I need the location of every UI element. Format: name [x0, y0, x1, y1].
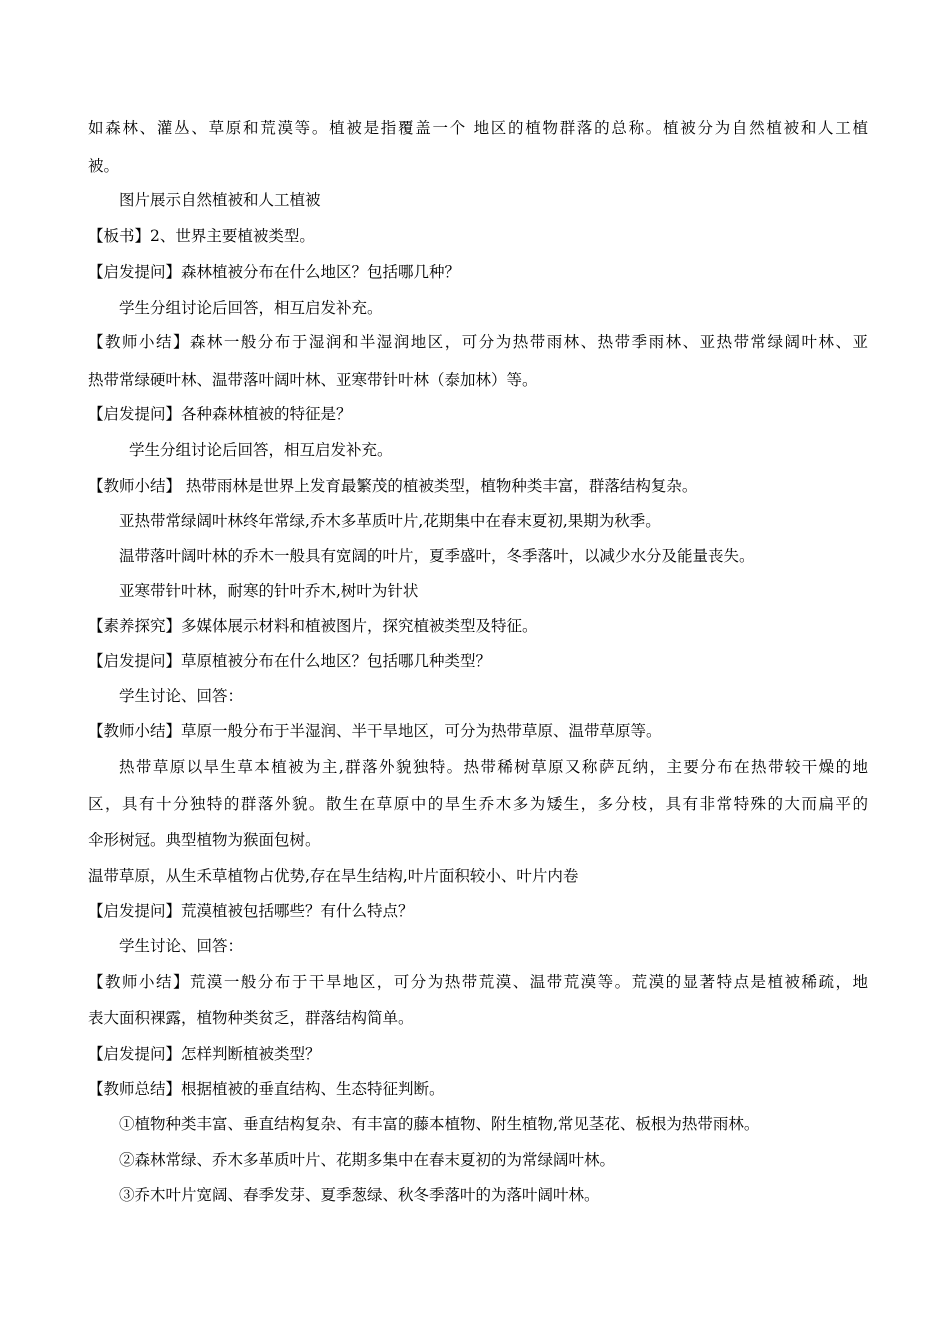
text-line: 如森林、灌丛、草原和荒漠等。植被是指覆盖一个 地区的植物群落的总称。植被分为自然植被和人工植	[88, 119, 868, 137]
text-line: 图片展示自然植被和人工植被	[119, 191, 321, 209]
text-line: 学生分组讨论后回答，相互启发补充。	[119, 299, 383, 317]
text-line: 热带草原以旱生草本植被为主,群落外貌独特。热带稀树草原又称萨瓦纳，主要分布在热带较干燥的地	[119, 758, 868, 776]
text-line: 【启发提问】草原植被分布在什么地区？包括哪几种类型？	[88, 652, 492, 670]
text-line: 表大面积裸露，植物种类贫乏，群落结构简单。	[88, 1009, 414, 1027]
text-line: ③乔木叶片宽阔、春季发芽、夏季葱绿、秋冬季落叶的为落叶阔叶林。	[119, 1186, 600, 1204]
text-line: 温带草原，从生禾草植物占优势,存在旱生结构,叶片面积较小、叶片内卷	[88, 867, 579, 885]
text-line: ②森林常绿、乔木多革质叶片、花期多集中在春末夏初的为常绿阔叶林。	[119, 1151, 616, 1169]
text-line: 区，具有十分独特的群落外貌。散生在草原中的旱生乔木多为矮生，多分枝，具有非常特殊的大而扁平的	[88, 795, 868, 813]
text-line: 【教师小结】 热带雨林是世界上发育最繁茂的植被类型，植物种类丰富，群落结构复杂。	[88, 477, 698, 495]
text-line: 【启发提问】森林植被分布在什么地区？包括哪几种？	[88, 263, 461, 281]
text-line: 【教师小结】草原一般分布于半湿润、半干旱地区，可分为热带草原、温带草原等。	[88, 722, 662, 740]
text-line: 【教师总结】根据植被的垂直结构、生态特征判断。	[88, 1080, 445, 1098]
text-line: 学生讨论、回答：	[119, 687, 244, 705]
text-line: 被。	[88, 157, 120, 175]
text-line: 【教师小结】森林一般分布于湿润和半湿润地区，可分为热带雨林、热带季雨林、亚热带常绿阔叶林、亚	[88, 333, 868, 351]
text-line: 学生讨论、回答：	[119, 937, 244, 955]
text-line: ①植物种类丰富、垂直结构复杂、有丰富的藤本植物、附生植物,常见茎花、板根为热带雨林。	[119, 1115, 760, 1133]
text-line: 【素养探究】多媒体展示材料和植被图片，探究植被类型及特征。	[88, 617, 538, 635]
text-line: 【启发提问】各种森林植被的特征是？	[88, 405, 352, 423]
text-line: 亚热带常绿阔叶林终年常绿,乔木多革质叶片,花期集中在春末夏初,果期为秋季。	[119, 512, 661, 530]
text-line: 伞形树冠。典型植物为猴面包树。	[88, 831, 321, 849]
text-line: 热带常绿硬叶林、温带落叶阔叶林、亚寒带针叶林（泰加林）等。	[88, 371, 538, 389]
text-line: 亚寒带针叶林，耐寒的针叶乔木,树叶为针状	[119, 582, 419, 600]
text-line: 【教师小结】荒漠一般分布于干旱地区，可分为热带荒漠、温带荒漠等。荒漠的显著特点是植被稀疏，地	[88, 973, 868, 991]
text-line: 学生分组讨论后回答，相互启发补充。	[129, 441, 393, 459]
text-line: 【板书】2、世界主要植被类型。	[88, 227, 315, 245]
text-line: 【启发提问】荒漠植被包括哪些？有什么特点？	[88, 902, 414, 920]
text-line: 【启发提问】怎样判断植被类型？	[88, 1045, 321, 1063]
text-line: 温带落叶阔叶林的乔木一般具有宽阔的叶片，夏季盛叶，冬季落叶，以减少水分及能量丧失。	[119, 547, 755, 565]
